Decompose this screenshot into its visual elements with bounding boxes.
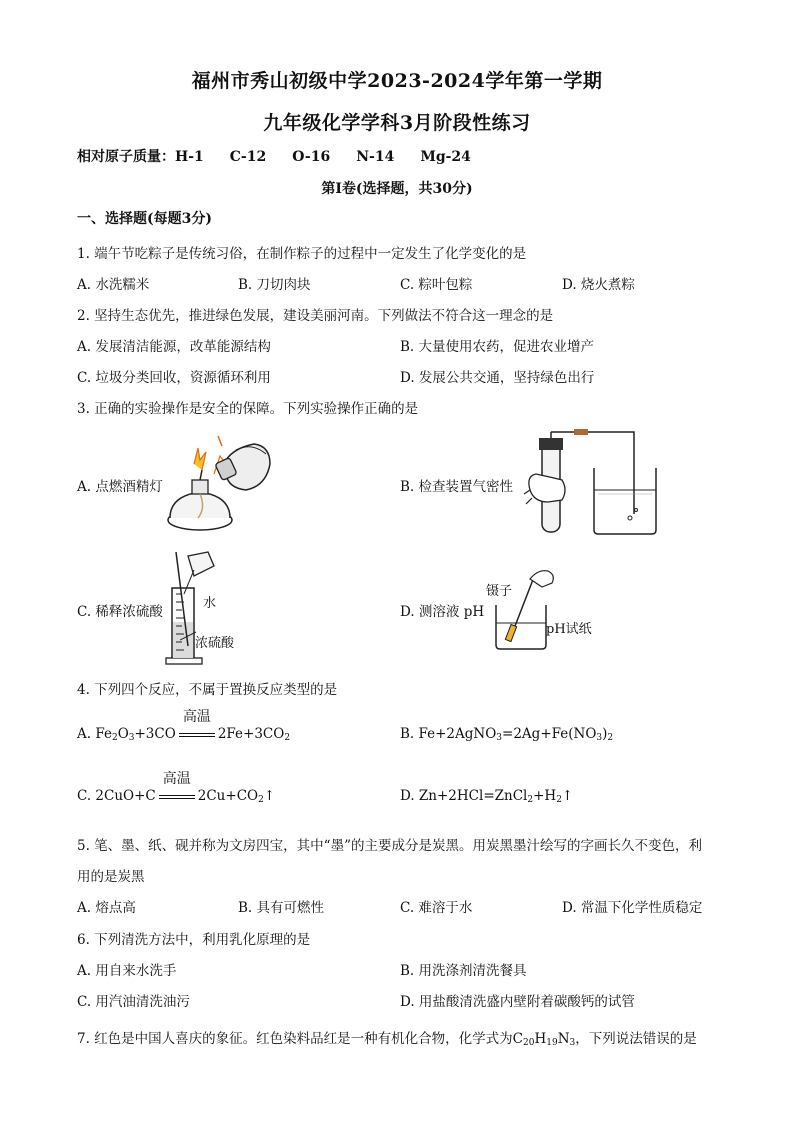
question-1-stem: 1. 端午节吃粽子是传统习俗，在制作粽子的过程中一定发生了化学变化的是 (77, 246, 527, 262)
acid-label-leader (180, 630, 200, 642)
label-water: 水 (203, 596, 217, 611)
q5-option-b: B. 具有可燃性 (238, 900, 325, 916)
atomic-masses-label: 相对原子质量： (77, 149, 175, 165)
question-3-stem: 3. 正确的实验操作是安全的保障。下列实验操作正确的是 (77, 401, 419, 417)
q4-option-c: C. 2CuO+C 高温 $2Cu+CO_2↑$ (77, 771, 276, 805)
q5-option-d: D. 常温下化学性质稳定 (562, 900, 703, 916)
formula-h: H (534, 1031, 547, 1047)
q3-option-b: B. 检查装置气密性 (400, 479, 514, 495)
page-title: 福州市秀山初级中学2023-2024学年第一学期 (191, 70, 603, 92)
q2-option-a: A. 发展清洁能源，改革能源结构 (77, 339, 271, 355)
atomic-mass-o: O-16 (292, 149, 331, 165)
q5-option-c: C. 难溶于水 (400, 900, 473, 916)
q1-option-c: C. 粽叶包粽 (400, 277, 473, 293)
volume-heading: 第Ⅰ卷(选择题，共30分) (321, 181, 473, 197)
label-conc-acid: 浓硫酸 (195, 636, 235, 651)
reaction-condition: 高温 (157, 788, 197, 804)
question-6-stem: 6. 下列清洗方法中，利用乳化原理的是 (77, 932, 311, 948)
alcohol-lamp-illustration (162, 430, 277, 535)
atomic-mass-c: C-12 (229, 149, 267, 165)
q4-option-a: A. $Fe_2O_3+3CO$ 高温 $2Fe+3CO_2$ (77, 709, 291, 743)
reaction-condition: 高温 (177, 726, 217, 742)
question-7-stem: 7. 红色是中国人喜庆的象征。红色染料品红是一种有机化合物，化学式为$C_{20}H_{19}N_3$，下列说法错误的是 (77, 1031, 697, 1048)
q5-option-a: A. 熔点高 (77, 900, 136, 916)
q6-option-a: A. 用自来水洗手 (77, 963, 177, 979)
q1-option-a: A. 水洗糯米 (77, 277, 150, 293)
q1-option-d: D. 烧火煮粽 (562, 277, 635, 293)
ph-test-illustration (490, 565, 560, 653)
q3-option-a: A. 点燃酒精灯 (77, 479, 163, 495)
q2-option-d: D. 发展公共交通，坚持绿色出行 (400, 370, 595, 386)
atomic-mass-h: H-1 (175, 149, 204, 165)
question-4-stem: 4. 下列四个反应，不属于置换反应类型的是 (77, 682, 338, 698)
q3-option-c: C. 稀释浓硫酸 (77, 604, 163, 620)
airtightness-check-illustration (522, 428, 662, 538)
atomic-mass-mg: Mg-24 (420, 149, 471, 165)
question-5-stem: 5. 笔、墨、纸、砚并称为文房四宝，其中“墨”的主要成分是炭黑。用炭黑墨汁绘写的字画长久不变色，利 (77, 838, 702, 854)
q2-option-c: C. 垃圾分类回收，资源循环利用 (77, 370, 271, 386)
formula-c: C (512, 1031, 524, 1047)
atomic-masses (77, 146, 497, 166)
page-subtitle: 九年级化学学科3月阶段性练习 (263, 112, 531, 134)
formula-n: N (557, 1031, 570, 1047)
q4-option-b: B. $Fe+2AgNO_3=2Ag+Fe(NO_3)_2$ (400, 726, 614, 743)
label-tweezers: 镊子 (486, 584, 513, 599)
question-5-stem-cont: 用的是炭黑 (77, 869, 145, 885)
label-ph-paper: pH试纸 (546, 622, 592, 637)
atomic-mass-n: N-14 (356, 149, 395, 165)
q3-option-d: D. 测溶液 pH (400, 604, 485, 620)
question-2-stem: 2. 坚持生态优先，推进绿色发展，建设美丽河南。下列做法不符合这一理念的是 (77, 308, 554, 324)
q4-option-d: D. $Zn+2HCl=ZnCl_2+H_2↑$ (400, 788, 574, 805)
q6-option-b: B. 用洗涤剂清洗餐具 (400, 963, 527, 979)
q6-option-c: C. 用汽油清洗油污 (77, 994, 190, 1010)
q6-option-d: D. 用盐酸清洗盛内壁附着碳酸钙的试管 (400, 994, 635, 1010)
q1-option-b: B. 刀切肉块 (238, 277, 311, 293)
q2-option-b: B. 大量使用农药，促进农业增产 (400, 339, 595, 355)
section-heading: 一、选择题(每题3分) (77, 211, 212, 227)
